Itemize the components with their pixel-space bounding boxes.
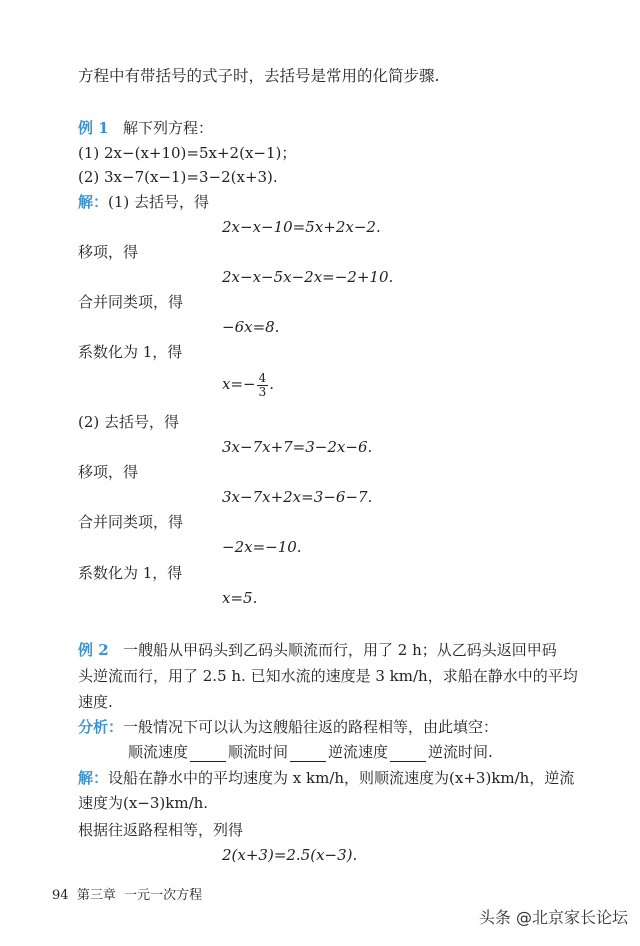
blank[interactable]: [290, 747, 326, 762]
page-footer: [52, 884, 202, 903]
equation: 3x−7x+2x=3−6−7.: [222, 488, 373, 506]
solution1-step-1: [78, 192, 209, 212]
equation: 2x−x−10=5x+2x−2.: [222, 218, 381, 236]
fraction: [257, 372, 269, 399]
fill-label: 逆流时间.: [428, 743, 493, 761]
blank[interactable]: [390, 747, 426, 762]
analysis-line: [78, 717, 498, 737]
step-text: 移项，得: [78, 463, 139, 481]
step-text: 移项，得: [78, 243, 139, 261]
step-text: 合并同类项，得: [78, 513, 184, 531]
fill-label: 顺流时间: [228, 743, 289, 761]
equation: 2x−x−5x−2x=−2+10.: [222, 268, 394, 286]
fraction-equation: [222, 370, 274, 399]
fraction-denominator: 3: [258, 384, 267, 399]
step-text: 系数化为 1，得: [78, 564, 183, 582]
step-text: 合并同类项，得: [78, 293, 184, 311]
example1-problem-1: (1) 2x−(x+10)=5x+2(x−1)；: [78, 144, 297, 162]
fraction-numerator: 4: [258, 370, 267, 385]
intro-text: 方程中有带括号的式子时，去括号是常用的化简步骤.: [78, 67, 440, 85]
solution2-line-2: 速度为(x−3)km/h.: [78, 794, 209, 812]
equation-suffix: .: [269, 375, 275, 393]
example1-heading: [78, 118, 213, 138]
example2-text: 一艘船从甲码头到乙码头顺流而行，用了 2 h；从乙码头返回甲码: [122, 641, 557, 659]
solution2-line-1: [78, 768, 574, 788]
example1-label: 例 1: [78, 119, 109, 137]
equation-prefix: x=−: [222, 375, 256, 393]
chapter-label: 第三章: [76, 888, 116, 903]
fill-label: 逆流速度: [328, 743, 389, 761]
equation: x=5.: [222, 589, 258, 607]
fill-label: 顺流速度: [128, 743, 189, 761]
example1-prompt: 解下列方程：: [122, 119, 213, 137]
example1-problem-2: (2) 3x−7(x−1)=3−2(x+3).: [78, 168, 278, 186]
equation: −2x=−10.: [222, 538, 302, 556]
example2-label: 例 2: [78, 641, 109, 659]
equation: 2(x+3)=2.5(x−3).: [222, 846, 358, 864]
example2-line-1: [78, 640, 557, 660]
example2-line-3: 速度.: [78, 693, 113, 711]
chapter-title: 一元一次方程: [124, 888, 203, 903]
page-number: 94: [52, 888, 69, 903]
equation: 3x−7x+7=3−2x−6.: [222, 438, 373, 456]
watermark-text: 头条 @北京家长论坛: [478, 908, 628, 927]
solution2-text: 设船在静水中的平均速度为 x km/h，则顺流速度为(x+3)km/h，逆流: [108, 769, 575, 787]
analysis-text: 一般情况下可以认为这艘船往返的路程相等，由此填空：: [123, 718, 499, 736]
fill-in-line: [128, 742, 493, 762]
analysis-label: 分析：: [78, 718, 124, 736]
blank[interactable]: [190, 747, 226, 762]
step-text: 系数化为 1，得: [78, 343, 183, 361]
solution2-line-3: 根据往返路程相等，列得: [78, 821, 244, 839]
equation: −6x=8.: [222, 318, 280, 336]
example2-line-2: 头逆流而行，用了 2.5 h. 已知水流的速度是 3 km/h，求船在静水中的平均: [78, 667, 578, 685]
solution1-label: 解：: [78, 193, 109, 211]
step-text: (1) 去括号，得: [108, 193, 210, 211]
solution2-label: 解：: [78, 769, 109, 787]
step-text: (2) 去括号，得: [78, 413, 180, 431]
